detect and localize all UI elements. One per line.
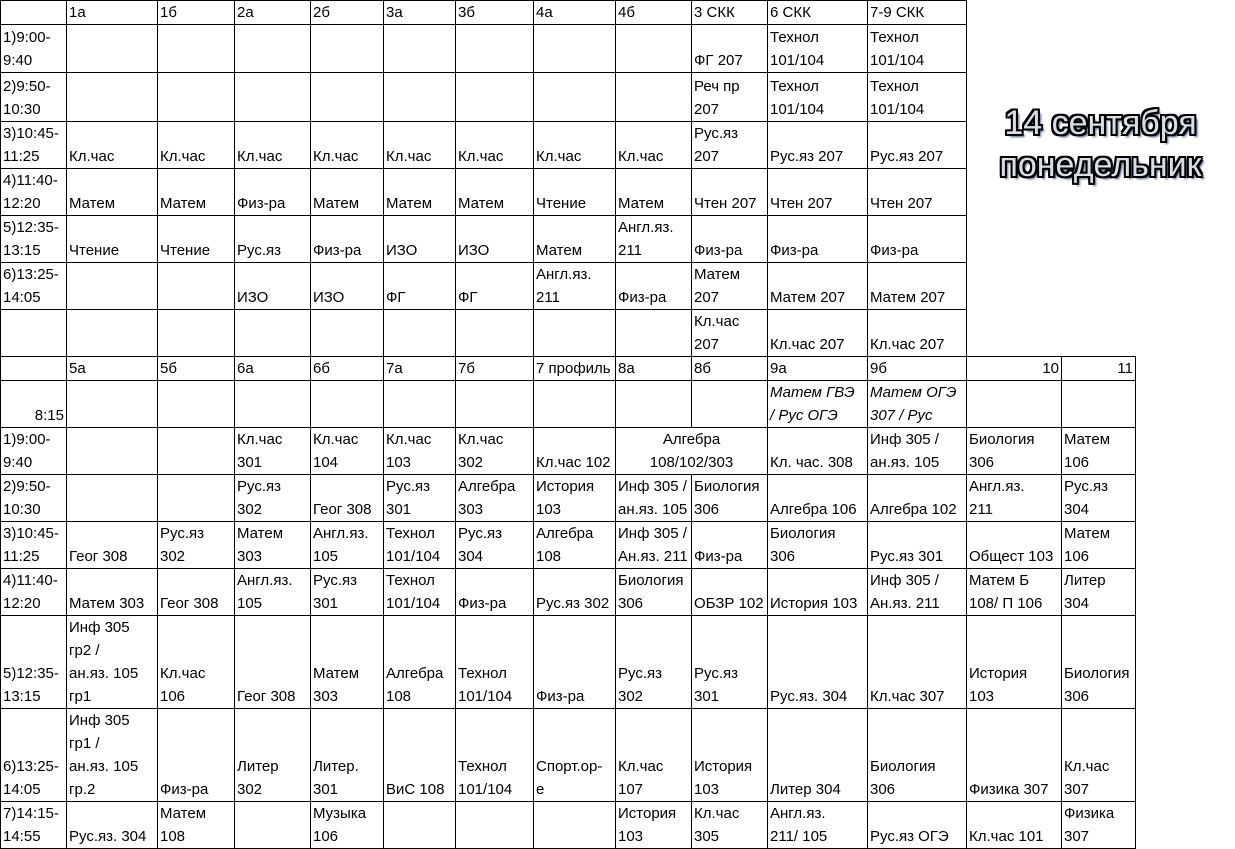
column-header[interactable]: 6 СКК xyxy=(768,1,868,25)
lesson-cell[interactable] xyxy=(456,381,534,428)
merged-lesson-cell[interactable]: Алгебра 108/102/303 xyxy=(616,428,768,475)
lesson-cell[interactable]: Англ.яз. 105 xyxy=(235,569,311,616)
lesson-cell[interactable] xyxy=(311,310,384,357)
time-cell[interactable]: 6)13:25- 14:05 xyxy=(1,263,67,310)
lesson-cell[interactable]: Чтен 207 xyxy=(868,169,967,216)
lesson-cell[interactable]: ИЗО xyxy=(311,263,384,310)
lesson-cell[interactable]: Матем 207 xyxy=(768,263,868,310)
lesson-cell[interactable]: Рус.яз 302 xyxy=(616,616,692,709)
column-header[interactable]: 5а xyxy=(67,357,158,381)
time-cell[interactable]: 1)9:00- 9:40 xyxy=(1,25,67,73)
column-header[interactable]: 8а xyxy=(616,357,692,381)
table-row xyxy=(1,381,1136,428)
lesson-cell[interactable] xyxy=(311,381,384,428)
column-header[interactable]: 9а xyxy=(768,357,868,381)
lesson-cell[interactable]: Чтение xyxy=(67,216,158,263)
lesson-cell[interactable]: Физика 307 xyxy=(967,709,1062,802)
lesson-cell[interactable]: Геог 308 xyxy=(158,569,235,616)
lesson-cell[interactable]: Матем 108 xyxy=(158,802,235,849)
lesson-cell[interactable]: Физ-ра xyxy=(235,169,311,216)
time-cell[interactable]: 5)12:35- 13:15 xyxy=(1,616,67,709)
column-header[interactable]: 6а xyxy=(235,357,311,381)
lesson-cell[interactable]: Спорт.ор- е xyxy=(534,709,616,802)
lesson-cell[interactable] xyxy=(67,310,158,357)
lesson-cell[interactable]: Физ-ра xyxy=(692,522,768,569)
lesson-cell[interactable]: Алгебра 303 xyxy=(456,475,534,522)
lesson-cell[interactable]: Матем 303 xyxy=(311,616,384,709)
column-header[interactable]: 3а xyxy=(384,1,456,25)
lesson-cell[interactable]: Матем 303 xyxy=(235,522,311,569)
time-cell[interactable]: 1)9:00- 9:40 xyxy=(1,428,67,475)
lesson-cell[interactable]: Литер 304 xyxy=(1062,569,1136,616)
lesson-cell[interactable]: Кл.час 103 xyxy=(384,428,456,475)
table-row xyxy=(1,802,1136,849)
lesson-cell[interactable]: Англ.яз. 211/ 105 xyxy=(768,802,868,849)
lesson-cell[interactable]: Рус.яз xyxy=(235,216,311,263)
lesson-cell[interactable]: Физ-ра xyxy=(616,263,692,310)
lesson-cell[interactable]: Биология 306 xyxy=(692,475,768,522)
column-header[interactable]: 4а xyxy=(534,1,616,25)
table-row xyxy=(1,216,1136,263)
lesson-cell[interactable]: Физ-ра xyxy=(692,216,768,263)
lesson-cell[interactable]: Чтен 207 xyxy=(692,169,768,216)
lesson-cell[interactable]: ИЗО xyxy=(456,216,534,263)
time-cell[interactable]: 2)9:50- 10:30 xyxy=(1,73,67,122)
lesson-cell[interactable] xyxy=(616,73,692,122)
lesson-cell[interactable]: Кл.час 104 xyxy=(311,428,384,475)
lesson-cell[interactable]: Геог 308 xyxy=(67,522,158,569)
lesson-cell[interactable]: Инф 305 гр2 / ан.яз. 105 гр1 xyxy=(67,616,158,709)
lesson-cell[interactable]: Кл.час xyxy=(456,122,534,169)
table-row xyxy=(1,1,1136,25)
lesson-cell[interactable]: Технол 101/104 xyxy=(456,616,534,709)
column-header[interactable]: 8б xyxy=(692,357,768,381)
lesson-cell[interactable]: Биология 306 xyxy=(616,569,692,616)
lesson-cell[interactable] xyxy=(384,25,456,73)
empty-area xyxy=(967,310,1136,357)
lesson-cell[interactable] xyxy=(235,802,311,849)
lesson-cell[interactable]: Рус.яз 301 xyxy=(311,569,384,616)
lesson-cell[interactable]: Чтение xyxy=(158,216,235,263)
column-header[interactable]: 6б xyxy=(311,357,384,381)
column-header[interactable]: 1а xyxy=(67,1,158,25)
lesson-cell[interactable]: ОБЗР 102 xyxy=(692,569,768,616)
lesson-cell[interactable] xyxy=(235,25,311,73)
column-header[interactable]: 4б xyxy=(616,1,692,25)
column-header[interactable]: 5б xyxy=(158,357,235,381)
lesson-cell[interactable]: Инф 305 гр1 / ан.яз. 105 гр.2 xyxy=(67,709,158,802)
lesson-cell[interactable]: Матем xyxy=(158,169,235,216)
lesson-cell[interactable]: История 103 xyxy=(692,709,768,802)
lesson-cell[interactable] xyxy=(384,73,456,122)
lesson-cell[interactable]: ИЗО xyxy=(235,263,311,310)
lesson-cell[interactable] xyxy=(158,263,235,310)
column-header[interactable]: 11 xyxy=(1062,357,1136,381)
column-header[interactable]: 7а xyxy=(384,357,456,381)
lesson-cell[interactable]: Кл.час 305 xyxy=(692,802,768,849)
lesson-cell[interactable] xyxy=(235,73,311,122)
lesson-cell[interactable] xyxy=(616,310,692,357)
column-header[interactable]: 7-9 СКК xyxy=(868,1,967,25)
lesson-cell[interactable]: Литер 304 xyxy=(768,709,868,802)
table-row xyxy=(1,522,1136,569)
lesson-cell[interactable] xyxy=(534,802,616,849)
lesson-cell[interactable]: ВиС 108 xyxy=(384,709,456,802)
time-cell[interactable]: 7)14:15- 14:55 xyxy=(1,802,67,849)
lesson-cell[interactable] xyxy=(456,310,534,357)
time-cell[interactable]: 4)11:40- 12:20 xyxy=(1,569,67,616)
lesson-cell[interactable]: Рус.яз. 304 xyxy=(768,616,868,709)
time-cell[interactable] xyxy=(1,310,67,357)
lesson-cell[interactable]: Алгебра 108 xyxy=(384,616,456,709)
lesson-cell[interactable]: Рус.яз 207 xyxy=(692,122,768,169)
lesson-cell[interactable]: Кл.час 307 xyxy=(1062,709,1136,802)
time-cell[interactable]: 3)10:45- 11:25 xyxy=(1,522,67,569)
lesson-cell[interactable]: Кл.час xyxy=(534,122,616,169)
lesson-cell[interactable]: Матем xyxy=(311,169,384,216)
lesson-cell[interactable]: Рус.яз 301 xyxy=(384,475,456,522)
lesson-cell[interactable]: Матем ГВЭ / Рус ОГЭ xyxy=(768,381,868,428)
lesson-cell[interactable]: Матем Б 108/ П 106 xyxy=(967,569,1062,616)
lesson-cell[interactable]: Алгебра 108 xyxy=(534,522,616,569)
lesson-cell[interactable] xyxy=(534,25,616,73)
lesson-cell[interactable]: Музыка 106 xyxy=(311,802,384,849)
lesson-cell[interactable]: Кл.час xyxy=(384,122,456,169)
lesson-cell[interactable]: Инф 305 / ан.яз. 105 xyxy=(868,428,967,475)
lesson-cell[interactable]: История 103 xyxy=(534,475,616,522)
lesson-cell[interactable]: Алгебра 106 xyxy=(768,475,868,522)
lesson-cell[interactable]: Матем 207 xyxy=(692,263,768,310)
lesson-cell[interactable] xyxy=(534,381,616,428)
lesson-cell[interactable]: Матем xyxy=(616,169,692,216)
weekday-line: понедельник xyxy=(999,146,1202,184)
lesson-cell[interactable]: Алгебра 102 xyxy=(868,475,967,522)
time-cell[interactable]: 5)12:35- 13:15 xyxy=(1,216,67,263)
date-line: 14 сентября xyxy=(1004,104,1197,142)
lesson-cell[interactable]: Матем 303 xyxy=(67,569,158,616)
lesson-cell[interactable] xyxy=(692,381,768,428)
lesson-cell[interactable] xyxy=(384,802,456,849)
table-row xyxy=(1,263,1136,310)
lesson-cell[interactable] xyxy=(456,802,534,849)
lesson-cell[interactable]: Рус.яз 302 xyxy=(534,569,616,616)
lesson-cell[interactable] xyxy=(311,25,384,73)
lesson-cell[interactable]: Реч пр 207 xyxy=(692,73,768,122)
lesson-cell[interactable] xyxy=(534,310,616,357)
lesson-cell[interactable] xyxy=(1062,381,1136,428)
lesson-cell[interactable] xyxy=(384,381,456,428)
lesson-cell[interactable]: Кл.час xyxy=(235,122,311,169)
lesson-cell[interactable]: Физ-ра xyxy=(158,709,235,802)
column-header[interactable]: 9б xyxy=(868,357,967,381)
lesson-cell[interactable]: Кл.час xyxy=(311,122,384,169)
lesson-cell[interactable]: История 103 xyxy=(768,569,868,616)
table-row xyxy=(1,709,1136,802)
column-header[interactable]: 10 xyxy=(967,357,1062,381)
lesson-cell[interactable]: Геог 308 xyxy=(235,616,311,709)
column-header[interactable]: 3 СКК xyxy=(692,1,768,25)
lesson-cell[interactable]: Кл.час 102 xyxy=(534,428,616,475)
lesson-cell[interactable]: Рус.яз ОГЭ xyxy=(868,802,967,849)
corner-cell[interactable] xyxy=(1,1,67,25)
lesson-cell[interactable] xyxy=(235,310,311,357)
lesson-cell[interactable]: Рус.яз 304 xyxy=(1062,475,1136,522)
table-row xyxy=(1,73,1136,122)
lesson-cell[interactable]: Кл.час 307 xyxy=(868,616,967,709)
lesson-cell[interactable] xyxy=(67,25,158,73)
lesson-cell[interactable]: Матем 106 xyxy=(1062,428,1136,475)
lesson-cell[interactable]: Технол 101/104 xyxy=(384,522,456,569)
lesson-cell[interactable]: Биология 306 xyxy=(868,709,967,802)
lesson-cell[interactable] xyxy=(158,475,235,522)
lesson-cell[interactable] xyxy=(67,381,158,428)
lesson-cell[interactable] xyxy=(456,25,534,73)
lesson-cell[interactable]: Литер 302 xyxy=(235,709,311,802)
lesson-cell[interactable]: Технол 101/104 xyxy=(868,25,967,73)
column-header[interactable]: 1б xyxy=(158,1,235,25)
lesson-cell[interactable]: Кл.час 207 xyxy=(868,310,967,357)
lesson-cell[interactable]: Технол 101/104 xyxy=(768,25,868,73)
lesson-cell[interactable]: Кл.час 301 xyxy=(235,428,311,475)
lesson-cell[interactable]: Кл.час 101 xyxy=(967,802,1062,849)
lesson-cell[interactable]: Чтен 207 xyxy=(768,169,868,216)
lesson-cell[interactable] xyxy=(235,381,311,428)
lesson-cell[interactable] xyxy=(384,310,456,357)
table-row xyxy=(1,357,1136,381)
lesson-cell[interactable]: ИЗО xyxy=(384,216,456,263)
lesson-cell[interactable] xyxy=(158,73,235,122)
lesson-cell[interactable]: Англ.яз. 211 xyxy=(534,263,616,310)
lesson-cell[interactable]: Инф 305 / Ан.яз. 211 xyxy=(616,522,692,569)
lesson-cell[interactable] xyxy=(616,25,692,73)
lesson-cell[interactable]: Матем xyxy=(384,169,456,216)
lesson-cell[interactable]: Кл.час 106 xyxy=(158,616,235,709)
lesson-cell[interactable]: Физ-ра xyxy=(868,216,967,263)
lesson-cell[interactable]: Рус.яз 207 xyxy=(768,122,868,169)
empty-area xyxy=(967,263,1136,310)
lesson-cell[interactable]: Кл.час 207 xyxy=(692,310,768,357)
lesson-cell[interactable]: Кл.час xyxy=(616,122,692,169)
lesson-cell[interactable]: Физ-ра xyxy=(534,616,616,709)
lesson-cell[interactable] xyxy=(311,73,384,122)
lesson-cell[interactable] xyxy=(158,310,235,357)
lesson-cell[interactable]: Физ-ра xyxy=(456,569,534,616)
lesson-cell[interactable] xyxy=(616,381,692,428)
lesson-cell[interactable]: Рус.яз 207 xyxy=(868,122,967,169)
lesson-cell[interactable]: Инф 305 / ан.яз. 105 xyxy=(616,475,692,522)
lesson-cell[interactable] xyxy=(967,381,1062,428)
lesson-cell[interactable]: Биология 306 xyxy=(768,522,868,569)
lesson-cell[interactable]: Литер. 301 xyxy=(311,709,384,802)
lesson-cell[interactable]: Кл.час xyxy=(158,122,235,169)
column-header[interactable]: 7 профиль xyxy=(534,357,616,381)
lesson-cell[interactable]: Биология 306 xyxy=(1062,616,1136,709)
lesson-cell[interactable]: Англ.яз. 105 xyxy=(311,522,384,569)
lesson-cell[interactable]: Англ.яз. 211 xyxy=(616,216,692,263)
lesson-cell[interactable]: Геог 308 xyxy=(311,475,384,522)
column-header[interactable]: 2а xyxy=(235,1,311,25)
lesson-cell[interactable]: Физ-ра xyxy=(768,216,868,263)
lesson-cell[interactable]: Матем xyxy=(534,216,616,263)
lesson-cell[interactable] xyxy=(158,25,235,73)
table-row xyxy=(1,428,1136,475)
time-cell[interactable]: 4)11:40- 12:20 xyxy=(1,169,67,216)
lesson-cell[interactable]: ФГ xyxy=(456,263,534,310)
lesson-cell[interactable]: ФГ 207 xyxy=(692,25,768,73)
lesson-cell[interactable]: Кл.час 107 xyxy=(616,709,692,802)
lesson-cell[interactable]: Кл.час xyxy=(67,122,158,169)
lesson-cell[interactable]: Физ-ра xyxy=(311,216,384,263)
lesson-cell[interactable]: Рус.яз 304 xyxy=(456,522,534,569)
corner-cell[interactable] xyxy=(1,357,67,381)
column-header[interactable]: 3б xyxy=(456,1,534,25)
lesson-cell[interactable]: Матем xyxy=(67,169,158,216)
lesson-cell[interactable] xyxy=(534,73,616,122)
lesson-cell[interactable]: Биология 306 xyxy=(967,428,1062,475)
lesson-cell[interactable]: Рус.яз 301 xyxy=(868,522,967,569)
table-row xyxy=(1,616,1136,709)
empty-area xyxy=(967,216,1136,263)
lesson-cell[interactable]: Рус.яз. 304 xyxy=(67,802,158,849)
column-header[interactable]: 7б xyxy=(456,357,534,381)
lesson-cell[interactable] xyxy=(456,73,534,122)
lesson-cell[interactable]: Физика 307 xyxy=(1062,802,1136,849)
lesson-cell[interactable] xyxy=(67,475,158,522)
table-row xyxy=(1,25,1136,73)
lesson-cell[interactable]: Англ.яз. 211 xyxy=(967,475,1062,522)
lesson-cell[interactable]: Технол 101/104 xyxy=(384,569,456,616)
empty-area xyxy=(967,25,1136,73)
lesson-cell[interactable]: Матем xyxy=(456,169,534,216)
time-cell[interactable]: 2)9:50- 10:30 xyxy=(1,475,67,522)
lesson-cell[interactable] xyxy=(67,73,158,122)
lesson-cell[interactable] xyxy=(158,381,235,428)
lesson-cell[interactable]: Инф 305 / Ан.яз. 211 xyxy=(868,569,967,616)
time-cell[interactable]: 8:15 xyxy=(1,381,67,428)
table-row xyxy=(1,122,1136,169)
table-row xyxy=(1,169,1136,216)
lesson-cell[interactable] xyxy=(158,428,235,475)
lesson-cell[interactable]: Рус.яз 302 xyxy=(235,475,311,522)
empty-area xyxy=(967,1,1136,25)
lesson-cell[interactable]: Матем 207 xyxy=(868,263,967,310)
lesson-cell[interactable]: Технол 101/104 xyxy=(456,709,534,802)
lesson-cell[interactable]: Кл. час. 308 xyxy=(768,428,868,475)
lesson-cell[interactable]: Технол 101/104 xyxy=(868,73,967,122)
lesson-cell[interactable] xyxy=(67,428,158,475)
lesson-cell[interactable]: Технол 101/104 xyxy=(768,73,868,122)
lesson-cell[interactable]: ФГ xyxy=(384,263,456,310)
lesson-cell[interactable]: Матем 106 xyxy=(1062,522,1136,569)
table-row xyxy=(1,569,1136,616)
lesson-cell[interactable]: История 103 xyxy=(967,616,1062,709)
lesson-cell[interactable]: Общест 103 xyxy=(967,522,1062,569)
lesson-cell[interactable]: История 103 xyxy=(616,802,692,849)
lesson-cell[interactable]: Чтение xyxy=(534,169,616,216)
lesson-cell[interactable]: Кл.час 207 xyxy=(768,310,868,357)
table-row xyxy=(1,475,1136,522)
lesson-cell[interactable]: Кл.час 302 xyxy=(456,428,534,475)
lesson-cell[interactable]: Матем ОГЭ 307 / Рус xyxy=(868,381,967,428)
time-cell[interactable]: 3)10:45- 11:25 xyxy=(1,122,67,169)
column-header[interactable]: 2б xyxy=(311,1,384,25)
time-cell[interactable]: 6)13:25- 14:05 xyxy=(1,709,67,802)
lesson-cell[interactable] xyxy=(67,263,158,310)
lesson-cell[interactable]: Рус.яз 301 xyxy=(692,616,768,709)
date-title xyxy=(968,102,1233,186)
lesson-cell[interactable]: Рус.яз 302 xyxy=(158,522,235,569)
table-row xyxy=(1,310,1136,357)
